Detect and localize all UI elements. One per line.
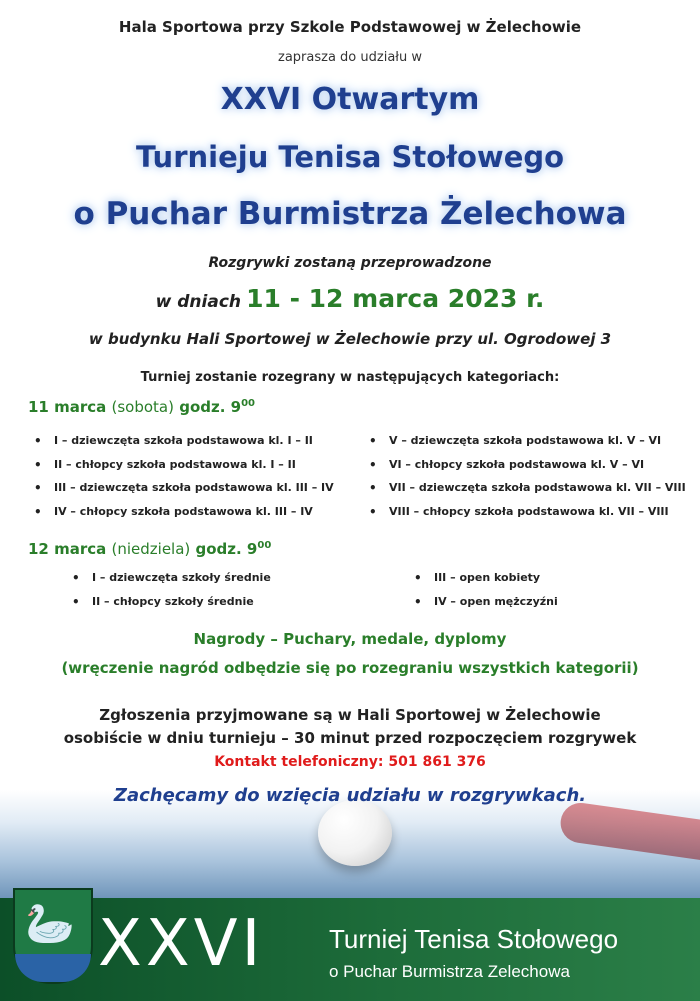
list-item: • VIII – chłopcy szkoła podstawowa kl. VII – VIII xyxy=(365,503,686,527)
list-item: • III – open kobiety xyxy=(410,569,558,593)
list-item: • VII – dziewczęta szkoła podstawowa kl. VII – VIII xyxy=(365,479,686,503)
list-item: • I – dziewczęta szkoły średnie xyxy=(68,569,271,593)
swan-crest-icon xyxy=(13,888,93,984)
registration-line-2: osobiście w dniu turnieju – 30 minut przed rozpoczęciem rozgrywek xyxy=(63,729,637,747)
day2-weekday: (niedziela) xyxy=(111,540,191,558)
invites-line: zaprasza do udziału w xyxy=(278,50,422,65)
place-line: w budynku Hali Sportowej w Żelechowie przy ul. Ogrodowej 3 xyxy=(88,330,612,348)
date-line xyxy=(0,284,700,313)
list-item: • I – dziewczęta szkoła podstawowa kl. I – II xyxy=(30,432,334,456)
list-item: • V – dziewczęta szkoła podstawowa kl. V – VI xyxy=(365,432,686,456)
banner-title: Turniej Tenisa Stołowego xyxy=(329,924,619,954)
title-line-2: Turnieju Tenisa Stołowego xyxy=(135,140,565,174)
day2-heading xyxy=(28,540,271,558)
list-item: • II – chłopcy szkoły średnie xyxy=(68,593,271,617)
venue-line: Hala Sportowa przy Szkole Podstawowej w Żelechowie xyxy=(118,18,582,36)
ping-pong-ball-icon xyxy=(318,800,392,866)
day1-heading xyxy=(28,398,255,416)
day1-time-sup: 00 xyxy=(241,398,255,409)
list-item: • IV – chłopcy szkoła podstawowa kl. III – IV xyxy=(30,503,334,527)
day2-time: godz. 9 xyxy=(195,540,258,558)
day1-date: 11 marca xyxy=(28,398,107,416)
day1-weekday: (sobota) xyxy=(111,398,174,416)
list-item: • III – dziewczęta szkoła podstawowa kl. III – IV xyxy=(30,479,334,503)
list-item: • VI – chłopcy szkoła podstawowa kl. V – VI xyxy=(365,456,686,480)
day1-time: godz. 9 xyxy=(179,398,242,416)
date-prefix: w dniach xyxy=(155,292,241,312)
banner-subtitle: o Puchar Burmistrza Zelechowa xyxy=(329,962,570,981)
date-value: 11 - 12 marca 2023 r. xyxy=(246,284,545,313)
swan-icon: 🦢 xyxy=(25,901,75,947)
day2-date: 12 marca xyxy=(28,540,107,558)
prizes-line: Nagrody – Puchary, medale, dyplomy xyxy=(193,630,507,648)
encouragement-line: Zachęcamy do wzięcia udziału w rozgrywkach. xyxy=(113,785,587,806)
title-line-3: o Puchar Burmistrza Żelechowa xyxy=(73,196,627,232)
list-item: • IV – open mężczyźni xyxy=(410,593,558,617)
banner-roman-numeral: XXVI xyxy=(98,907,265,981)
games-intro: Rozgrywki zostaną przeprowadzone xyxy=(208,255,492,271)
title-line-1: XXVI Otwartym xyxy=(220,82,480,117)
registration-line-1: Zgłoszenia przyjmowane są w Hali Sportowej w Żelechowie xyxy=(99,706,601,724)
list-item: • II – chłopcy szkoła podstawowa kl. I – II xyxy=(30,456,334,480)
day1-categories-left xyxy=(30,432,334,526)
contact-phone: Kontakt telefoniczny: 501 861 376 xyxy=(214,754,486,770)
day2-categories-right xyxy=(410,569,558,616)
day1-categories-right xyxy=(365,432,686,526)
categories-intro: Turniej zostanie rozegrany w następujących kategoriach: xyxy=(140,370,560,385)
day2-time-sup: 00 xyxy=(257,540,272,551)
prizes-note: (wręczenie nagród odbędzie się po rozegraniu wszystkich kategorii) xyxy=(61,659,639,677)
day2-categories-left xyxy=(68,569,271,616)
